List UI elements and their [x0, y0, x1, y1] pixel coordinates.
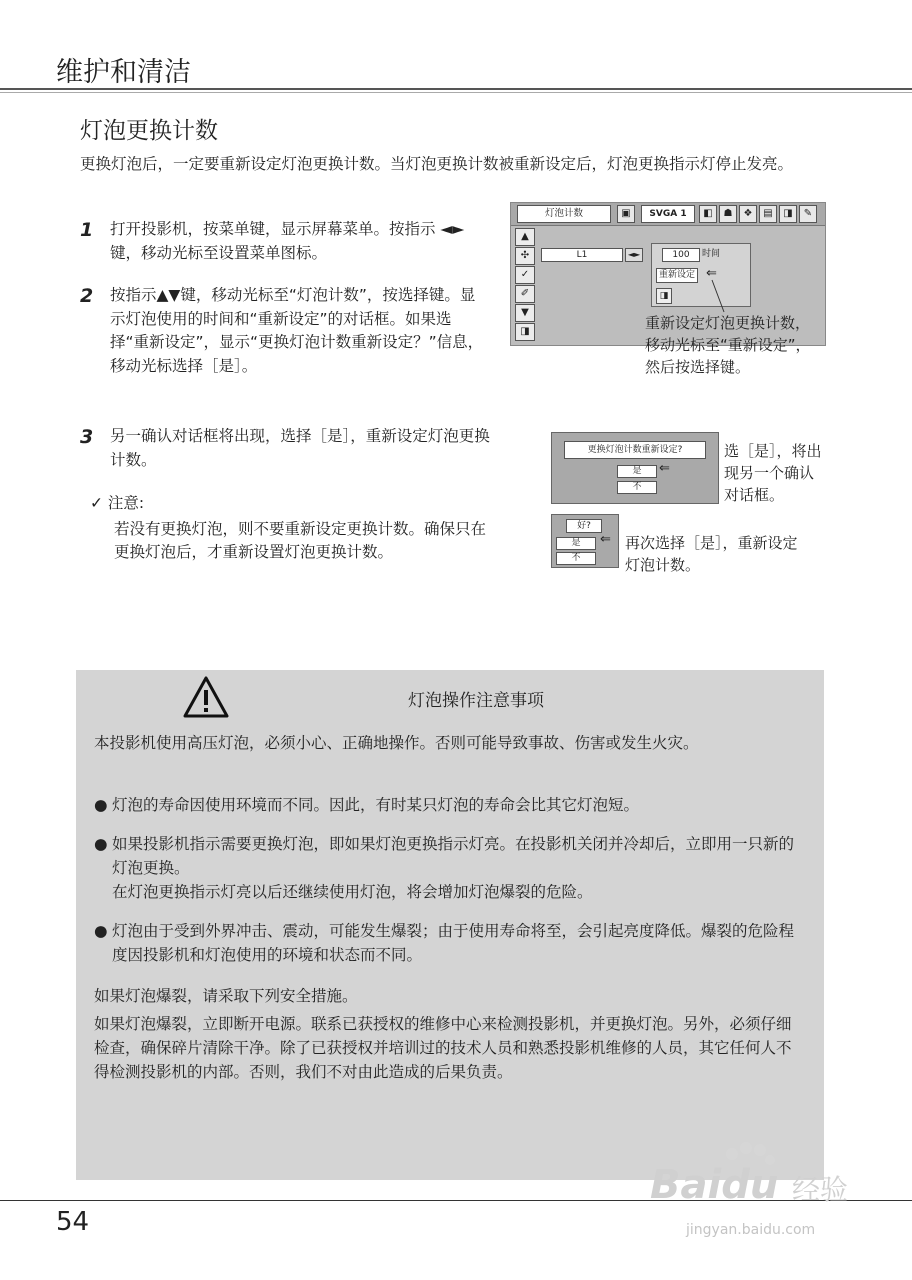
watermark-url: jingyan.baidu.com: [686, 1222, 816, 1238]
section-title: 灯泡更换计数: [80, 118, 218, 144]
pointer-arrow-icon: ⇐: [659, 461, 670, 476]
image-icon: ▣: [617, 205, 635, 223]
people-icon: ☗: [719, 205, 737, 223]
header-rule: [0, 88, 912, 90]
warning-bullet: ● 灯泡由于受到外界冲击、震动，可能发生爆裂；由于使用寿命将至，会引起亮度降低。爆裂的危险程度因投影机和灯泡使用的环境和状态而不同。: [94, 919, 806, 967]
step-text: 打开投影机，按菜单键，显示屏幕菜单。按指示 ◄►键，移动光标至设置菜单图标。: [110, 220, 465, 262]
hours-label: 时间: [702, 249, 721, 259]
reset-button: 重新设定: [656, 268, 698, 283]
bullet-icon: ●: [94, 835, 108, 853]
figure3-callout: 再次选择［是］，重新设定灯泡计数。: [625, 534, 798, 574]
confirm-dialog-screenshot: [551, 432, 719, 504]
down-arrow-icon: ▼: [515, 304, 535, 322]
signal-label: SVGA 1: [641, 205, 695, 223]
ok-question: 好?: [566, 519, 602, 533]
note-heading: ✓ 注意:: [90, 494, 145, 512]
side-menu: [515, 228, 535, 342]
yes-button: 是: [617, 465, 657, 478]
pointer-arrow-icon: ⇐: [706, 266, 717, 281]
lamp-counter-icon: ✓: [515, 266, 535, 284]
warning-triangle-icon: [182, 675, 230, 719]
exit-icon: ◨: [656, 288, 672, 304]
screen-icon: ▤: [759, 205, 777, 223]
up-arrow-icon: ▲: [515, 228, 535, 246]
header-rule-thin: [0, 92, 912, 93]
watermark-label: 经验: [792, 1173, 849, 1206]
warning-title: 灯泡操作注意事项: [408, 691, 544, 711]
menu-tab-lamp-counter: 灯泡计数: [517, 205, 611, 223]
warning-bullet: ● 如果投影机指示需要更换灯泡，即如果灯泡更换指示灯亮。在投影机关闭并冷却后，立即用一只新的灯泡更换。 在灯泡更换指示灯亮以后还继续使用灯泡，将会增加灯泡爆裂的危险。: [94, 832, 806, 904]
step-number: 2: [80, 285, 94, 307]
chapter-title: 维护和清洁: [56, 57, 191, 88]
bullet-icon: ●: [94, 796, 108, 814]
note-text: 若没有更换灯泡，则不要重新设定更换计数。确保只在更换灯泡后，才重新设置灯泡更换计数。: [114, 520, 487, 561]
figure1-callout: 重新设定灯泡更换计数，移动光标至“重新设定”，然后按选择键。: [645, 314, 811, 376]
section-intro: 更换灯泡后，一定要重新设定灯泡更换计数。当灯泡更换计数被重新设定后，灯泡更换指示灯停止发亮。: [80, 155, 794, 173]
fan-icon: ✣: [515, 247, 535, 265]
color-icon: ❖: [739, 205, 757, 223]
filter-icon: ✐: [515, 285, 535, 303]
pointer-arrow-icon: ⇐: [600, 532, 611, 547]
confirm-question: 更换灯泡计数重新设定?: [564, 441, 706, 459]
lamp-mode-value: L1: [541, 248, 623, 262]
warning-intro: 本投影机使用高压灯泡，必须小心、正确地操作。否则可能导致事故、伤害或发生火灾。: [94, 734, 699, 752]
warning-para: 如果灯泡爆裂，请采取下列安全措施。: [94, 987, 358, 1005]
step-text: 另一确认对话框将出现，选择［是］，重新设定灯泡更换计数。: [110, 427, 490, 469]
yes-button: 是: [556, 537, 596, 550]
exit-icon: ◨: [779, 205, 797, 223]
warning-bullet: ● 灯泡的寿命因使用环境而不同。因此，有时某只灯泡的寿命会比其它灯泡短。: [94, 793, 806, 817]
step-text: 按指示▲▼键，移动光标至“灯泡计数”，按选择键。显示灯泡使用的时间和“重新设定”的对话框。如果选择“重新设定”，显示“更换灯泡计数重新设定？”信息，移动光标选择［是］。: [110, 286, 484, 375]
display-icon: ◧: [699, 205, 717, 223]
exit-icon: ◨: [515, 323, 535, 341]
watermark-logo: Baidu: [650, 1162, 779, 1208]
menu-bar: [511, 203, 825, 226]
bullet-icon: ●: [94, 922, 108, 940]
hours-value: 100: [662, 248, 700, 262]
step-number: 1: [80, 219, 94, 241]
warning-para: 如果灯泡爆裂，立即断开电源。联系已获授权的维修中心来检测投影机，并更换灯泡。另外，必须仔细检查，确保碎片清除干净。除了已获授权并培训过的技术人员和熟悉投影机维修的人员，其它任何人不得检测投影机的内部。否则，我们不对由此造成的后果负责。: [94, 1015, 792, 1081]
callout-leader-line: [700, 276, 740, 316]
baidu-watermark: [650, 1140, 860, 1250]
no-button: 不: [556, 552, 596, 565]
setting-icon: ✎: [799, 205, 817, 223]
step-number: 3: [80, 426, 94, 448]
figure2-callout: 选［是］，将出现另一个确认对话框。: [724, 442, 822, 504]
left-right-arrows-icon: ◄►: [625, 248, 643, 262]
page-number: 54: [56, 1207, 90, 1237]
no-button: 不: [617, 481, 657, 494]
